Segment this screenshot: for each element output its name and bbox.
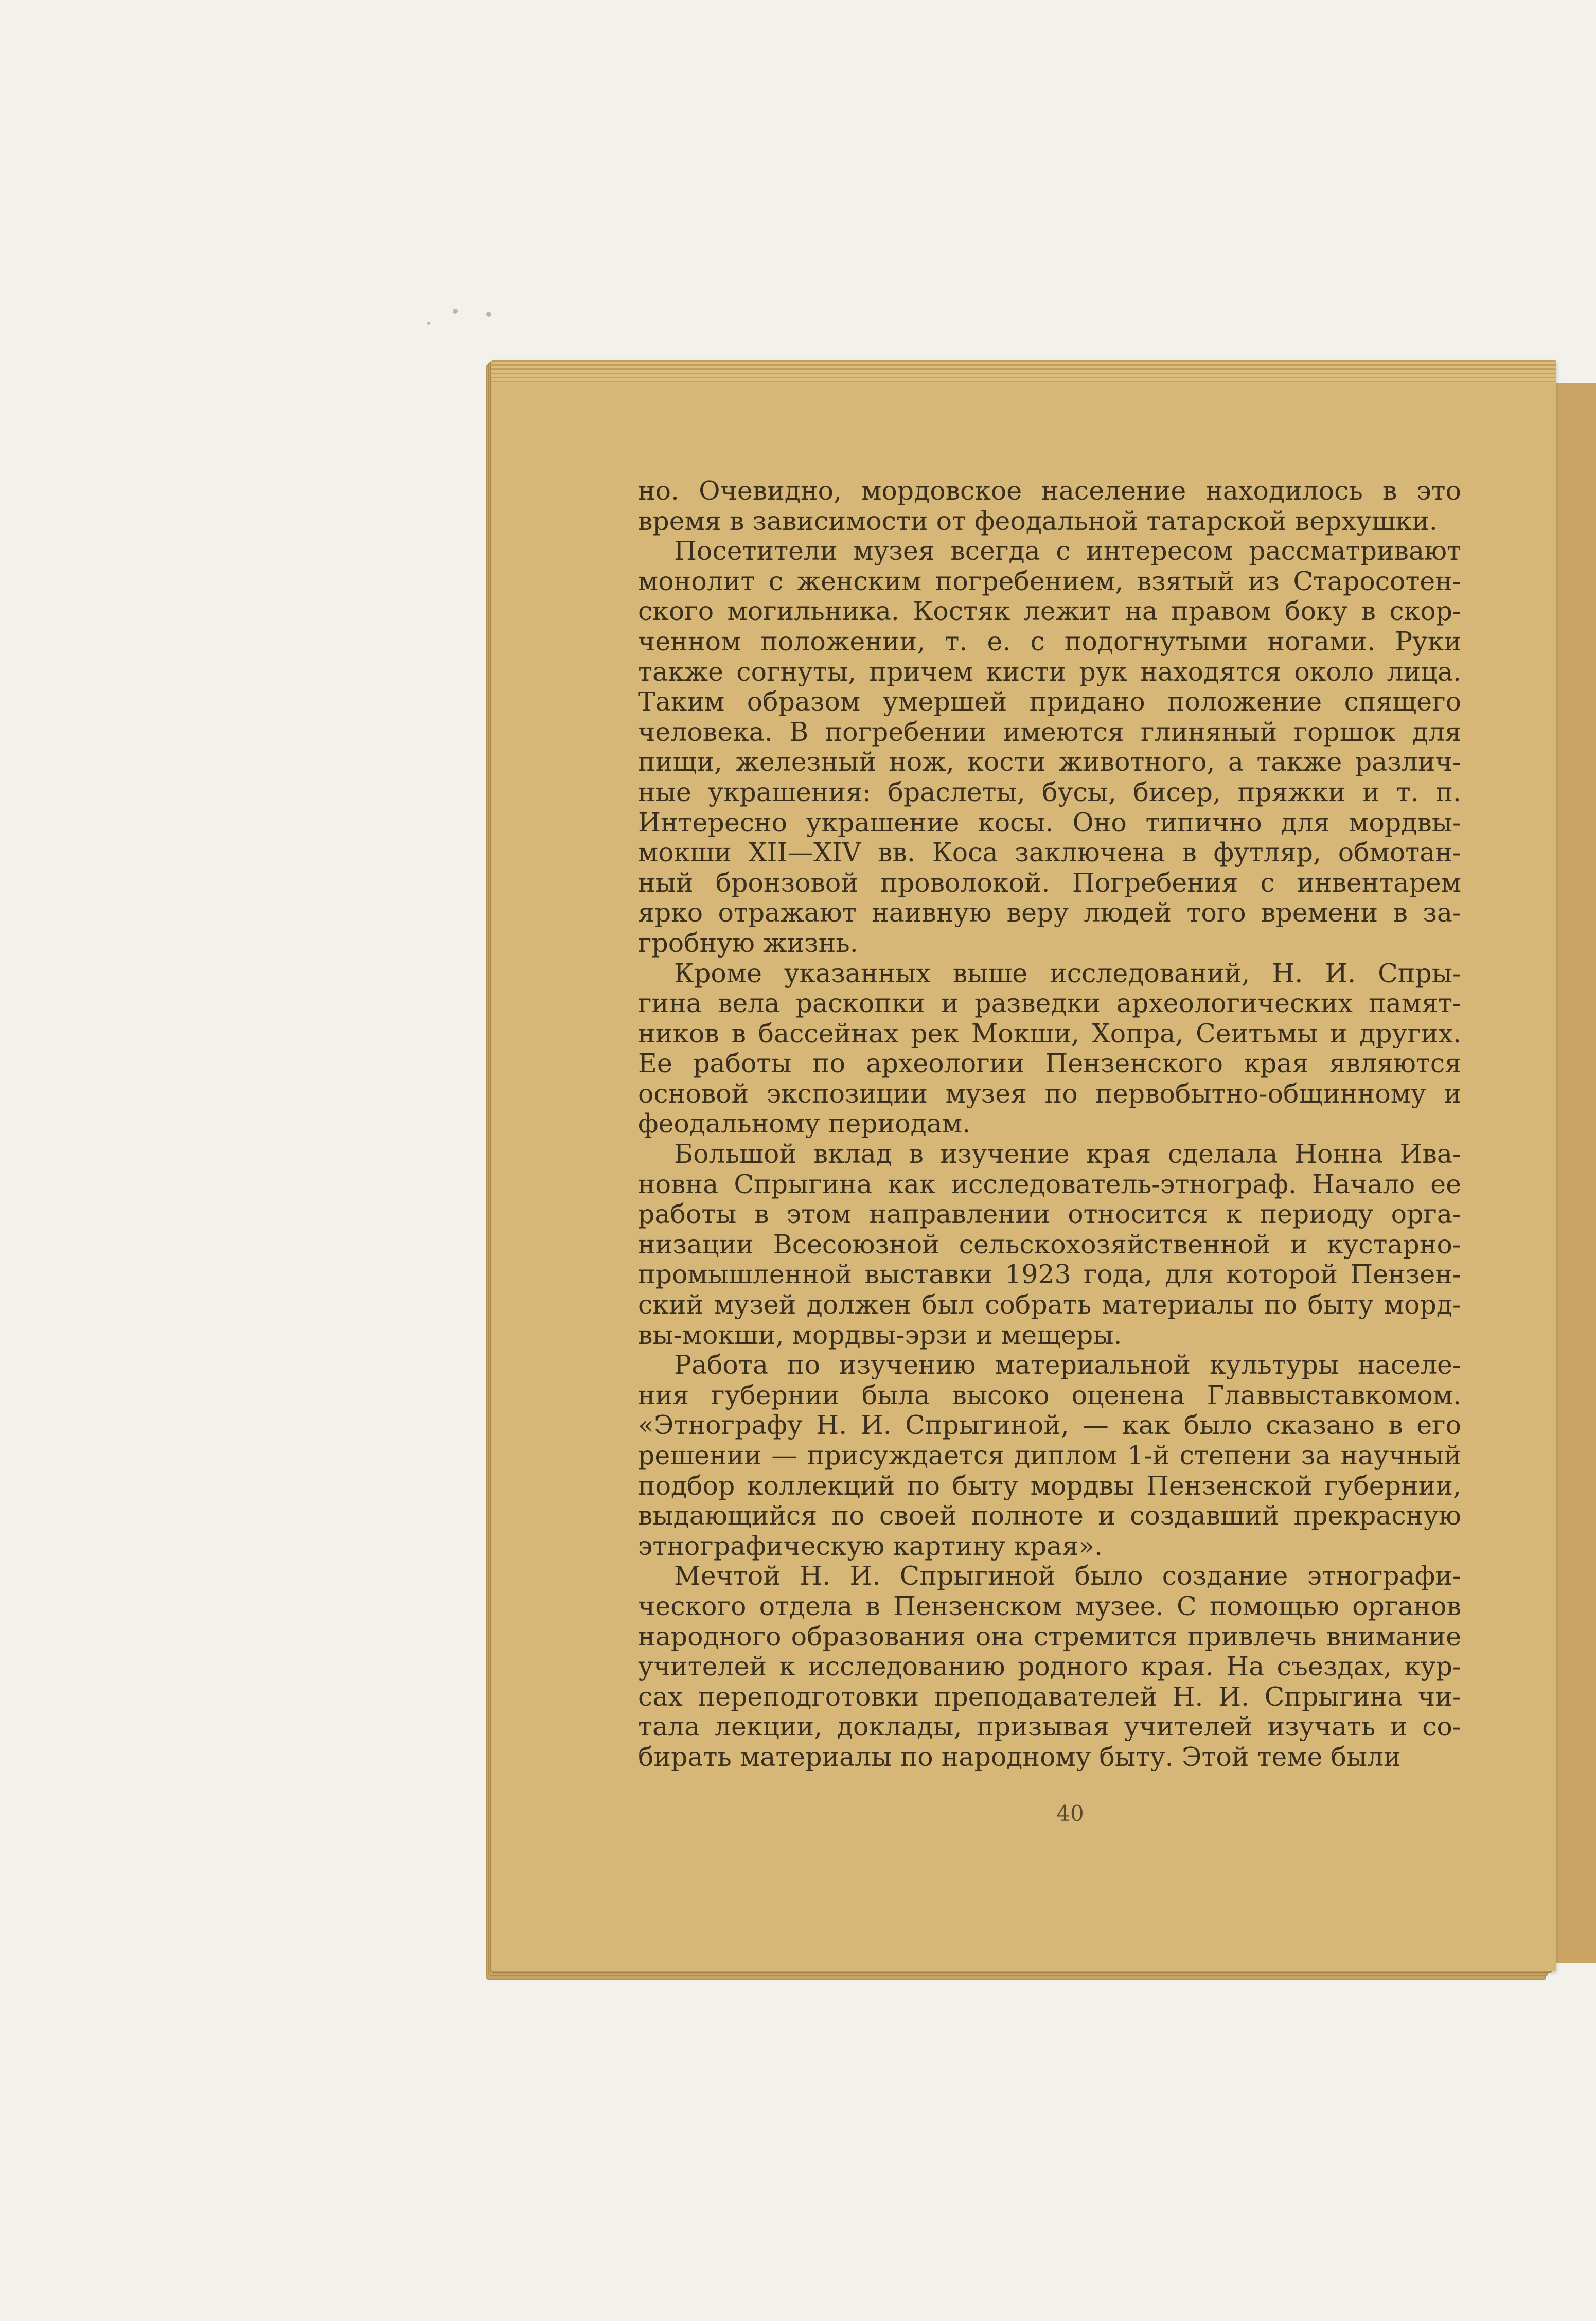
text-line: ченном положении, т. е. с подогнутыми ногами. Руки — [638, 626, 1461, 657]
text-line: Мечтой Н. И. Спрыгиной было создание этнографи- — [674, 1561, 1461, 1591]
paragraph — [638, 476, 1461, 536]
text-line: ского могильника. Костяк лежит на правом боку в скор- — [638, 596, 1461, 627]
page-body-text — [638, 476, 1461, 1773]
text-line: ярко отражают наивную веру людей того времени в за- — [638, 897, 1461, 928]
text-line: время в зависимости от феодальной татарской верхушки. — [638, 505, 1438, 536]
text-line: но. Очевидно, мордовское население находилось в это — [638, 475, 1461, 506]
speck — [453, 309, 458, 314]
text-line: пищи, железный нож, кости животного, а также различ- — [638, 747, 1461, 777]
text-line: ский музей должен был собрать материалы по быту морд- — [638, 1289, 1461, 1320]
text-line: Таким образом умершей придано положение спящего — [638, 686, 1461, 717]
text-line: новна Спрыгина как исследователь-этнограф. Начало ее — [638, 1168, 1461, 1199]
text-line: ные украшения: браслеты, бусы, бисер, пряжки и т. п. — [638, 776, 1461, 807]
text-line: Большой вклад в изучение края сделала Нонна Ива- — [674, 1139, 1461, 1170]
text-line: также согнуты, причем кисти рук находятся около лица. — [638, 656, 1461, 687]
paragraph — [638, 1561, 1461, 1772]
text-line: этнографическую картину края». — [638, 1530, 1103, 1561]
text-line: основой экспозиции музея по первобытно-общинному и — [638, 1078, 1461, 1109]
text-line: гина вела раскопки и разведки археологических памят- — [638, 988, 1461, 1019]
text-line: учителей к исследованию родного края. На съездах, кур- — [638, 1651, 1461, 1682]
text-line: мокши XII—XIV вв. Коса заключена в футляр, обмотан- — [638, 837, 1461, 868]
text-line: гробную жизнь. — [638, 927, 858, 958]
text-line: человека. В погребении имеются глиняный горшок для — [638, 716, 1461, 747]
text-line: ческого отдела в Пензенском музее. С помощью органов — [638, 1590, 1461, 1621]
speck — [486, 312, 491, 317]
paragraph — [638, 959, 1461, 1140]
facing-page-edge — [1553, 383, 1596, 1963]
text-line: ный бронзовой проволокой. Погребения с инвентарем — [638, 867, 1461, 898]
text-line: выдающийся по своей полноте и создавший прекрасную — [638, 1500, 1461, 1531]
text-line: Посетители музея всегда с интересом рассматривают — [674, 536, 1461, 566]
text-line: «Этнографу Н. И. Спрыгиной, — как было сказано в его — [638, 1410, 1461, 1441]
text-line: Работа по изучению материальной культуры населе- — [674, 1350, 1461, 1380]
paragraph — [638, 1350, 1461, 1561]
text-line: вы-мокши, мордвы-эрзи и мещеры. — [638, 1319, 1122, 1350]
text-line: бирать материалы по народному быту. Этой теме были — [638, 1741, 1401, 1772]
text-line: сах переподготовки преподавателей Н. И. Спрыгина чи- — [638, 1681, 1461, 1712]
text-line: монолит с женским погребением, взятый из Старосотен- — [638, 565, 1461, 596]
paragraph — [638, 1139, 1461, 1350]
text-line: Интересно украшение косы. Оно типично для мордвы- — [638, 807, 1461, 838]
text-line: ников в бассейнах рек Мокши, Хопра, Сеитьмы и других. — [638, 1018, 1461, 1049]
text-line: Кроме указанных выше исследований, Н. И. Спры- — [674, 958, 1461, 988]
text-line: решении — присуждается диплом 1-й степени за научный — [638, 1440, 1461, 1470]
page-top-edge — [491, 360, 1556, 383]
text-line: тала лекции, доклады, призывая учителей изучать и со- — [638, 1711, 1461, 1742]
text-line: народного образования она стремится привлечь внимание — [638, 1621, 1461, 1652]
paragraph — [638, 536, 1461, 958]
text-line: низации Всесоюзной сельскохозяйственной и кустарно- — [638, 1229, 1461, 1260]
page-number: 40 — [1056, 1801, 1084, 1826]
text-line: промышленной выставки 1923 года, для которой Пензен- — [638, 1259, 1461, 1290]
speck — [427, 322, 430, 325]
text-line: Ее работы по археологии Пензенского края являются — [638, 1048, 1461, 1079]
text-line: феодальному периодам. — [638, 1108, 971, 1139]
text-line: подбор коллекций по быту мордвы Пензенской губернии, — [638, 1470, 1461, 1501]
text-line: работы в этом направлении относится к периоду орга- — [638, 1199, 1461, 1230]
text-line: ния губернии была высоко оценена Главвыставкомом. — [638, 1379, 1461, 1410]
